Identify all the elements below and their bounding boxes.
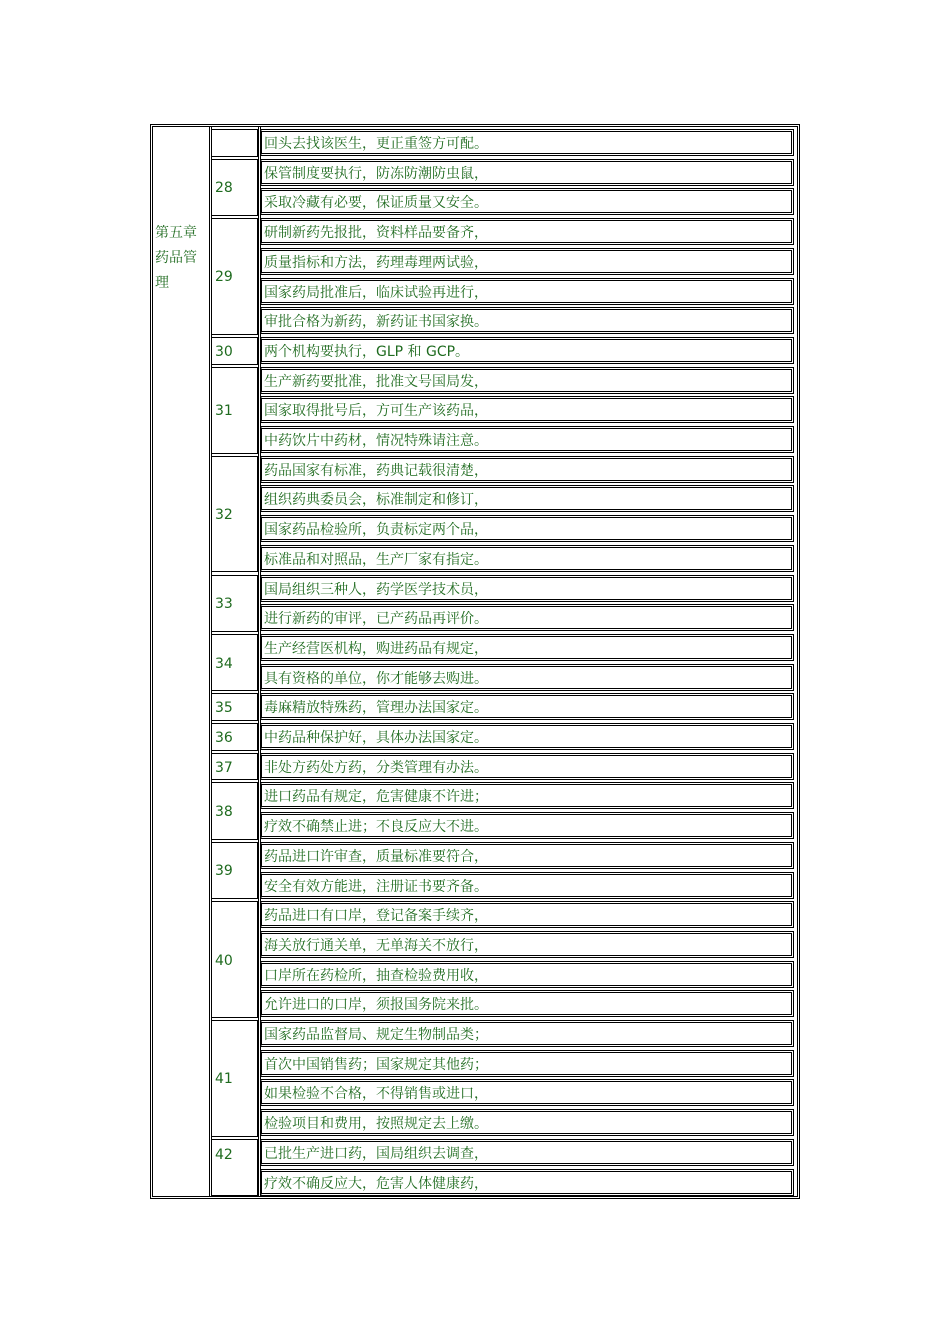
article-number: 39 [215,863,233,880]
text-row [261,337,794,364]
text-line: 国局组织三种人，药学医学技术员， [264,581,488,598]
article-number: 36 [215,729,233,746]
number-cell [212,367,258,454]
text-line: 国家药品检验所，负责标定两个品， [264,522,488,539]
text-line: 采取冷藏有必要，保证质量又安全。 [264,195,488,212]
text-row [261,1139,794,1166]
text-row [261,159,794,186]
text-row [261,545,794,572]
text-line: 国家药品监督局、规定生物制品类； [264,1027,488,1043]
text-line: 标准品和对照品，生产厂家有指定。 [264,551,488,568]
number-cell [212,337,258,365]
chapter-label: 第五章药品管理 [155,225,197,291]
text-row [261,1109,794,1136]
text-line: 药品进口许审查，质量标准要符合， [264,848,488,865]
number-cell [212,723,258,751]
text-line: 审批合格为新药，新药证书国家换。 [264,314,488,331]
number-cell [212,218,258,335]
number-cell [212,634,258,691]
text-row [261,485,794,512]
text-line: 安全有效方能进，注册证书要齐备。 [264,878,488,895]
text-row [261,753,794,780]
text-row [261,396,794,423]
text-row [261,1050,794,1077]
article-number: 32 [215,507,233,524]
text-row [261,456,794,483]
text-line: 毒麻精放特殊药，管理办法国家定。 [264,700,488,717]
text-line: 生产经营医机构，购进药品有规定， [264,640,488,657]
text-row [261,842,794,869]
text-line: 研制新药先报批，资料样品要备齐， [264,225,488,242]
number-column [212,127,261,1196]
text-row [261,188,794,215]
number-cell [212,753,258,781]
text-line: 进行新药的审评，已产药品再评价。 [264,611,488,628]
document-table [150,124,800,1199]
text-line: 如果检验不合格，不得销售或进口， [264,1086,488,1103]
number-cell [212,782,258,839]
number-cell [212,693,258,721]
article-number: 35 [215,700,233,717]
text-row [261,634,794,661]
text-row [261,1079,794,1106]
text-row [261,931,794,958]
text-line: 口岸所在药检所，抽查检验费用收， [264,967,488,984]
text-line: 疗效不确禁止进；不良反应大不进。 [264,819,488,836]
text-row [261,872,794,899]
text-row [261,367,794,394]
text-row [261,1169,794,1196]
text-row [261,218,794,245]
text-row [261,426,794,453]
text-row [261,575,794,602]
text-row [261,604,794,631]
text-line: 允许进口的口岸，须报国务院来批。 [264,997,488,1014]
article-number: 33 [215,596,233,613]
text-row [261,990,794,1017]
number-cell [212,575,258,632]
text-line: 疗效不确反应大，危害人体健康药， [264,1175,488,1192]
text-row [261,812,794,839]
text-row [261,278,794,305]
text-line: 药品进口有口岸，登记备案手续齐， [264,908,488,925]
text-row [261,248,794,275]
number-cell [212,1020,258,1137]
text-line: 检验项目和费用，按照规定去上缴。 [264,1116,488,1133]
text-row [261,307,794,334]
article-number: 42 [215,1146,233,1163]
text-row [261,723,794,750]
article-number: 38 [215,804,233,821]
number-cell [212,1139,258,1196]
text-line: 保管制度要执行，防冻防潮防虫鼠， [264,165,488,182]
text-line: 中药品种保护好，具体办法国家定。 [264,730,488,746]
text-row [261,129,794,156]
text-line: 具有资格的单位，你才能够去购进。 [264,670,488,687]
article-number: 34 [215,655,233,672]
text-row [261,664,794,691]
text-row [261,782,794,809]
number-cell [212,901,258,1018]
text-line: 非处方药处方药，分类管理有办法。 [264,759,488,776]
chapter-column [153,127,212,1196]
number-cell [212,159,258,216]
article-number: 30 [215,343,233,360]
article-number: 41 [215,1071,233,1088]
article-number: 28 [215,180,233,197]
text-line: 组织药典委员会，标准制定和修订， [264,492,488,509]
text-line: 回头去找该医生，更正重签方可配。 [264,136,488,152]
text-line: 中药饮片中药材，情况特殊请注意。 [264,433,488,449]
article-number: 37 [215,759,233,776]
text-row [261,1020,794,1047]
text-line: 国家药局批准后，临床试验再进行， [264,284,488,301]
number-cell [212,129,258,157]
text-row [261,515,794,542]
text-line: 首次中国销售药；国家规定其他药； [264,1056,488,1073]
article-number: 31 [215,403,233,420]
text-line: 药品国家有标准，药典记载很清楚， [264,462,488,479]
text-line: 质量指标和方法，药理毒理两试验， [264,254,488,271]
text-line: 两个机构要执行，GLP 和 GCP。 [264,343,470,360]
text-line: 进口药品有规定，危害健康不许进； [264,789,488,806]
text-row [261,901,794,928]
text-line: 海关放行通关单，无单海关不放行， [264,937,488,954]
text-row [261,693,794,720]
article-number: 29 [215,269,233,286]
text-row [261,961,794,988]
number-cell [212,842,258,899]
text-line: 已批生产进口药，国局组织去调查， [264,1145,488,1162]
text-line: 国家取得批号后，方可生产该药品， [264,403,488,420]
article-number: 40 [215,952,233,969]
number-cell [212,456,258,573]
text-line: 生产新药要批准，批准文号国局发， [264,373,488,390]
